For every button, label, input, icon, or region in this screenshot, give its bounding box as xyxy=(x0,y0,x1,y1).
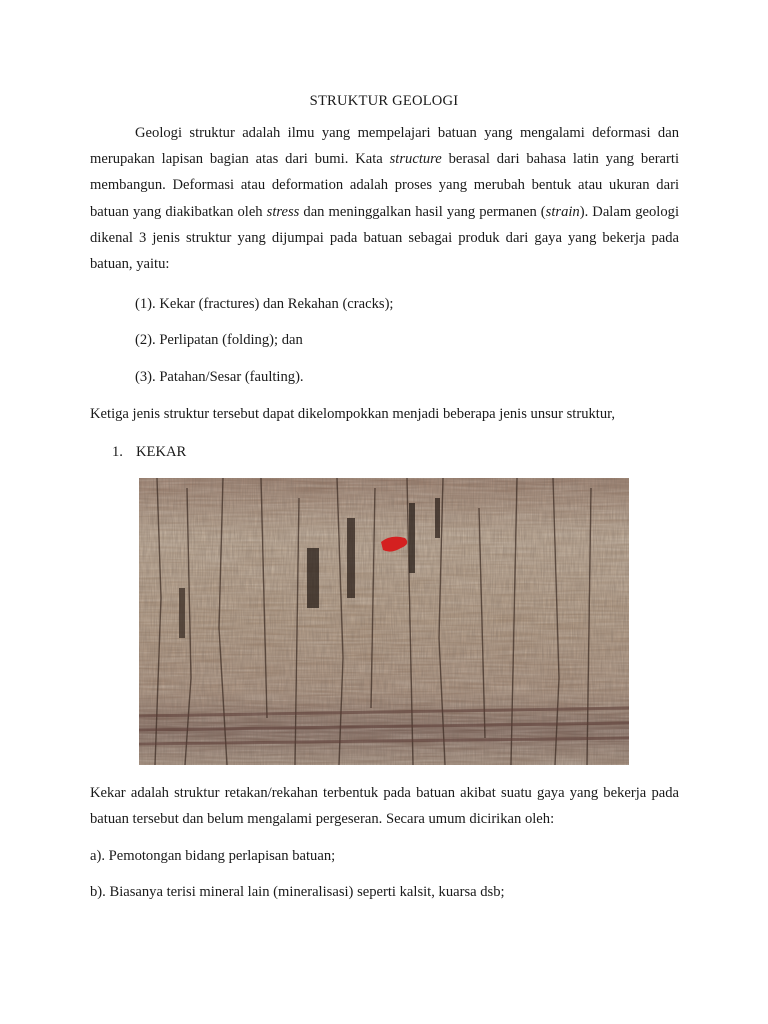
list-item: (1). Kekar (fractures) dan Rekahan (cracks); xyxy=(135,296,394,312)
intro-paragraph xyxy=(90,120,679,277)
feature-item: a). Pemotongan bidang perlapisan batuan; xyxy=(90,848,336,864)
intro-term-structure: structure xyxy=(389,151,442,168)
rock-fracture-texture xyxy=(139,478,629,765)
page-title: STRUKTUR GEOLOGI xyxy=(309,93,459,109)
intro-text-2: berasal dari bahasa latin yang berarti membangun. Deformasi atau deformation adalah proses yang merubah bentuk atau ukuran dari batuan yang diakibatkan oleh xyxy=(90,151,680,220)
section-number: 1. xyxy=(112,444,123,460)
section-title: KEKAR xyxy=(136,444,187,460)
kekar-paragraph: Kekar adalah struktur retakan/rekahan terbentuk pada batuan akibat suatu gaya yang bekerja pada batuan tersebut dan belum mengalami pergeseran. Secara umum dicirikan oleh: xyxy=(90,785,679,828)
feature-item: b). Biasanya terisi mineral lain (mineralisasi) seperti kalsit, kuarsa dsb; xyxy=(90,884,505,900)
list-item: (2). Perlipatan (folding); dan xyxy=(135,332,303,348)
rock-fracture-photo xyxy=(139,478,629,765)
summary-text: Ketiga jenis struktur tersebut dapat dikelompokkan menjadi beberapa jenis unsur struktur, xyxy=(90,406,616,422)
intro-term-stress: stress xyxy=(266,203,300,220)
intro-text-1: Geologi struktur adalah ilmu yang mempelajari batuan yang mengalami deformasi dan merupakan lapisan bagian atas dari bumi. Kata xyxy=(90,125,679,168)
intro-term-strain: strain xyxy=(545,203,580,220)
section-heading xyxy=(112,444,186,461)
list-item: (3). Patahan/Sesar (faulting). xyxy=(135,369,304,385)
intro-text-3: dan meninggalkan hasil yang permanen ( xyxy=(299,203,546,220)
intro-text-4: ). Dalam geologi dikenal 3 jenis struktur yang dijumpai pada batuan sebagai produk dari gaya yang bekerja pada batuan, yaitu: xyxy=(90,203,679,273)
